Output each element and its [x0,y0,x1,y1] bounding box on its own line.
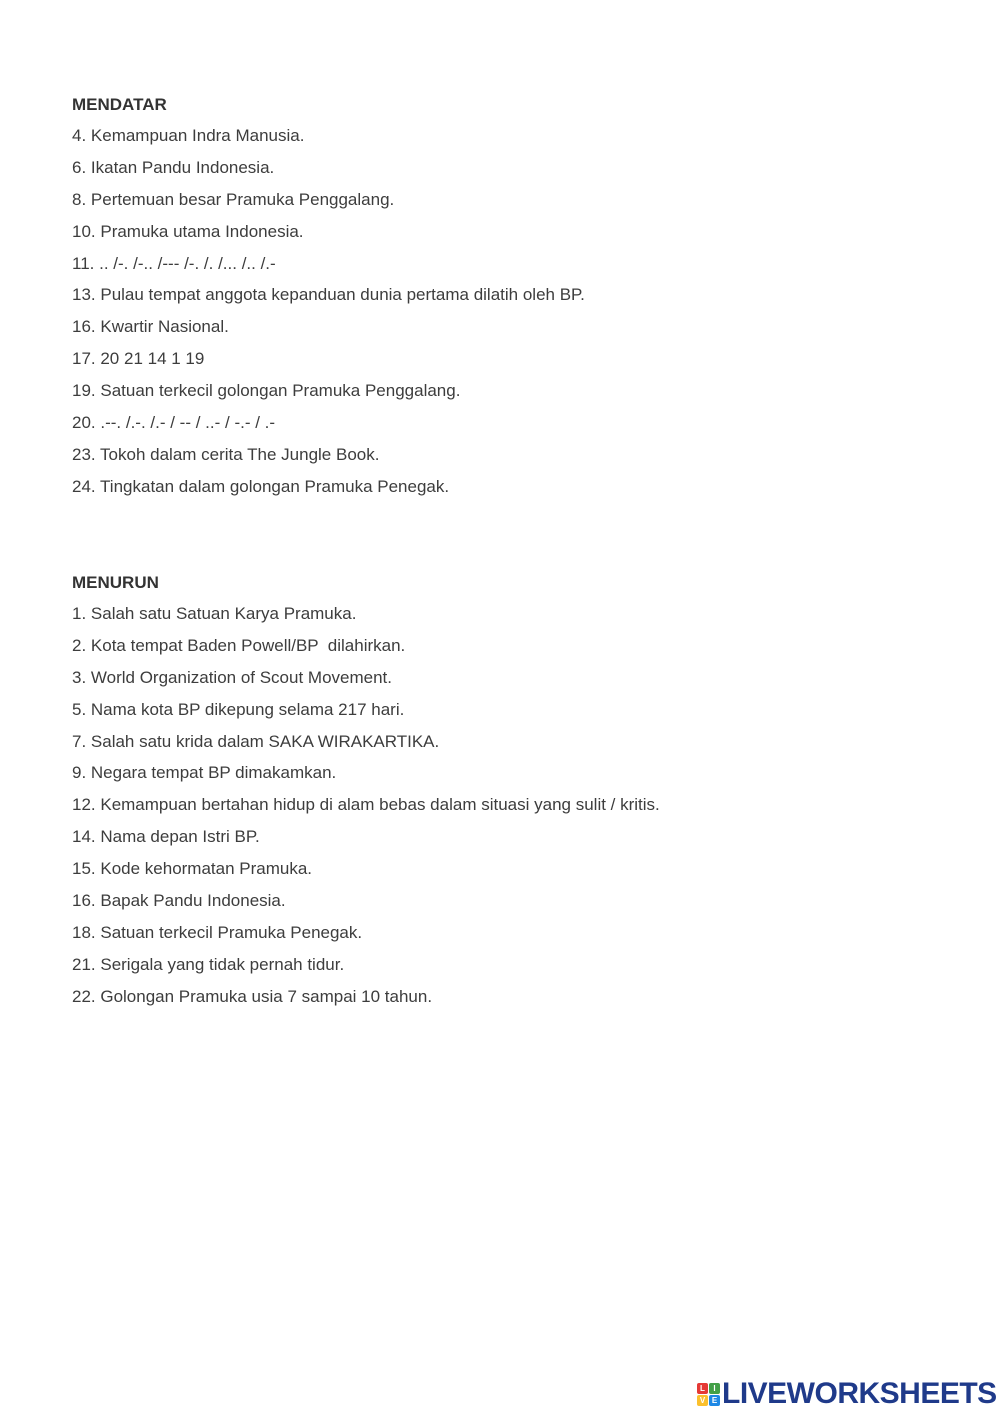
clue-item: 11. .. /-. /-.. /--- /-. /. /... /.. /.- [72,253,276,273]
logo-letter: L [697,1383,708,1394]
clue-item: 5. Nama kota BP dikepung selama 217 hari. [72,699,405,719]
mendatar-section [72,94,585,509]
clue-item: 20. .--. /.-. /.- / -- / ..- / -.- / .- [72,413,276,433]
clue-item: 1. Salah satu Satuan Karya Pramuka. [72,604,357,623]
clue-item: 13. Pulau tempat anggota kepanduan dunia pertama dilatih oleh BP. [72,285,585,305]
clue-item: 19. Satuan terkecil golongan Pramuka Penggalang. [72,381,461,401]
clue-item: 3. World Organization of Scout Movement. [72,667,393,687]
menurun-title: MENURUN [72,573,159,592]
mendatar-title: MENDATAR [72,95,167,114]
clue-item: 7. Salah satu krida dalam SAKA WIRAKARTIKA. [72,731,440,751]
clue-item: 24. Tingkatan dalam golongan Pramuka Penegak. [72,476,450,496]
logo-letter: E [709,1395,720,1406]
clue-item: 16. Bapak Pandu Indonesia. [72,891,286,911]
liveworksheets-brand[interactable] [697,1378,997,1410]
clue-item: 12. Kemampuan bertahan hidup di alam bebas dalam situasi yang sulit / kritis. [72,795,660,815]
clue-item: 2. Kota tempat Baden Powell/BP dilahirkan. [72,635,406,655]
liveworksheets-logo-icon [697,1383,720,1406]
mendatar-clue-list [72,126,585,497]
clue-item: 9. Negara tempat BP dimakamkan. [72,763,337,783]
clue-item: 22. Golongan Pramuka usia 7 sampai 10 tahun. [72,986,433,1006]
clue-item: 8. Pertemuan besar Pramuka Penggalang. [72,189,395,209]
logo-letter: V [697,1395,708,1406]
clue-item: 14. Nama depan Istri BP. [72,827,260,847]
clue-item: 21. Serigala yang tidak pernah tidur. [72,954,345,974]
liveworksheets-wordmark: LIVEWORKSHEETS [722,1377,997,1410]
clue-item: 17. 20 21 14 1 19 [72,349,205,369]
menurun-clue-list [72,604,660,1007]
clue-item: 23. Tokoh dalam cerita The Jungle Book. [72,444,380,464]
clue-item: 10. Pramuka utama Indonesia. [72,221,304,241]
menurun-section [72,572,660,1019]
clue-item: 6. Ikatan Pandu Indonesia. [72,157,275,177]
clue-item: 18. Satuan terkecil Pramuka Penegak. [72,922,363,942]
clue-item: 4. Kemampuan Indra Manusia. [72,126,305,145]
logo-letter: I [709,1383,720,1394]
clue-item: 15. Kode kehormatan Pramuka. [72,859,313,879]
clue-item: 16. Kwartir Nasional. [72,317,229,337]
